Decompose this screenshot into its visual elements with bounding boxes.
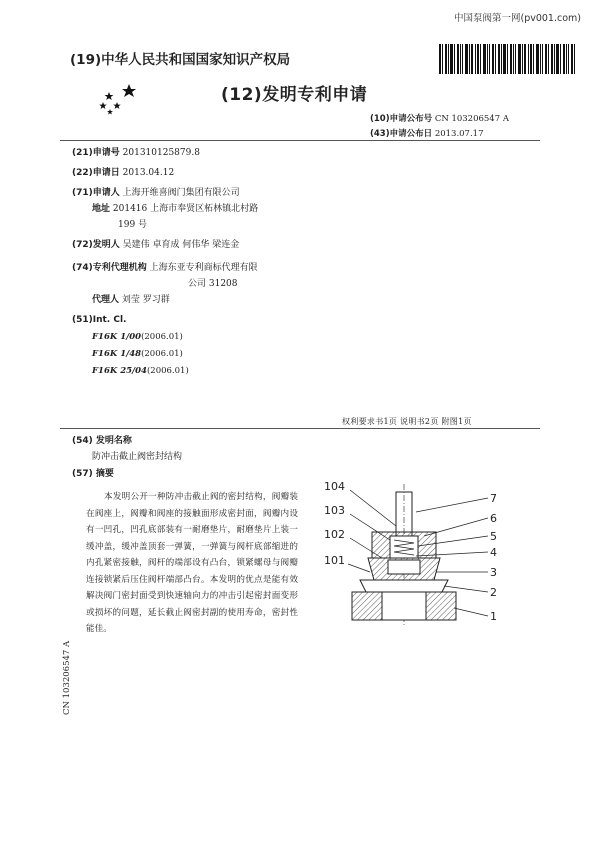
application-date-row (72, 168, 174, 179)
figure-label-3: 3 (490, 566, 497, 579)
agency-label: (74)专利代理机构 (72, 263, 147, 273)
figure-label-2: 2 (490, 586, 497, 599)
publication-type: (12)发明专利申请 (221, 85, 368, 105)
int-cl-label: (51)Int. Cl. (72, 315, 127, 325)
ipc-code: F16K 25/04 (92, 366, 147, 376)
header-divider (60, 140, 540, 141)
agency-row (72, 263, 258, 274)
cnipa-emblem-icon (95, 82, 155, 116)
figure-label-5: 5 (490, 530, 497, 543)
figure-label-1: 1 (490, 610, 497, 623)
barcode (439, 44, 575, 74)
abstract-label: (57) 摘要 (72, 469, 114, 479)
figure-label-6: 6 (490, 512, 497, 525)
agents-label: 代理人 (92, 295, 120, 305)
site-watermark: 中国泵阀第一网(pv001.com) (453, 13, 581, 24)
application-number-label: (21)申请号 (72, 148, 120, 158)
address-row (92, 204, 258, 215)
issuing-authority: (19)中华人民共和国国家知识产权局 (70, 52, 291, 68)
agency-line-2: 公司 31208 (188, 279, 238, 289)
publication-date: 2013.07.17 (434, 129, 484, 139)
agency-line-1: 上海东亚专利商标代理有限 (149, 263, 258, 273)
inventors-label: (72)发明人 (72, 240, 120, 250)
publication-number-label: (10)申请公布号 (370, 114, 433, 124)
figure-label-7: 7 (490, 492, 497, 505)
ipc-entry (92, 332, 183, 342)
ipc-entry (92, 349, 183, 359)
ipc-entry (92, 366, 189, 376)
inventors: 吴建伟 卓育成 何伟华 梁连金 (122, 240, 240, 250)
applicant-row (72, 188, 240, 199)
title-label: (54) 发明名称 (72, 436, 132, 446)
figure-label-104: 104 (324, 480, 345, 493)
figure-label-103: 103 (324, 504, 345, 517)
applicant: 上海开维喜阀门集团有限公司 (122, 188, 240, 198)
application-date-label: (22)申请日 (72, 168, 120, 178)
section-divider (60, 428, 540, 429)
figure-label-101: 101 (324, 554, 345, 567)
ipc-code: F16K 1/00 (92, 332, 142, 342)
ipc-date: (2006.01) (146, 366, 189, 376)
page-count-info: 权利要求书1页 说明书2页 附图1页 (342, 417, 472, 426)
address-line-2: 199 号 (118, 220, 148, 230)
application-date: 2013.04.12 (122, 168, 175, 178)
ipc-date: (2006.01) (141, 332, 183, 342)
address-label: 地址 (92, 204, 111, 214)
publication-number: CN 103206547 A (434, 114, 509, 124)
application-number-row (72, 148, 200, 159)
figure-label-102: 102 (324, 528, 345, 541)
inventors-row (72, 240, 239, 251)
ipc-date: (2006.01) (141, 349, 183, 359)
side-publication-number: CN 103206547 A (62, 640, 72, 715)
address-line-1: 201416 上海市奉贤区柘林镇北村路 (112, 204, 259, 214)
publication-number-row (370, 112, 509, 124)
abstract-text: 本发明公开一种防冲击截止阀的密封结构，阀瓣装在阀座上，阀瓣和阀座的接触面形成密封面，阀瓣内设有一凹孔，凹孔底部装有一耐磨垫片，耐磨垫片上装一缓冲盖，缓冲盖顶套一弹簧，一弹簧与阀杆底部缩进的内孔紧密接触，阀杆的端部设有凸台，锁紧螺母与阀瓣连接锁紧后压住阀杆端部凸台。本发明的优点是能有效解决阀门密封面受到快速轴向力的冲击引起密封面变形或损坏的问题，延长截止阀密封副的使用寿命，密封性能佳。 (86, 492, 298, 634)
figure-label-4: 4 (490, 546, 497, 559)
publication-date-row (370, 127, 483, 139)
agents-row (92, 295, 170, 306)
agents: 刘莹 罗习群 (121, 295, 170, 305)
publication-date-label: (43)申请公布日 (370, 129, 433, 139)
application-number: 201310125879.8 (122, 148, 200, 158)
invention-title: 防冲击截止阀密封结构 (92, 452, 183, 462)
valve-drawing (320, 476, 520, 631)
ipc-code: F16K 1/48 (92, 349, 142, 359)
applicant-label: (71)申请人 (72, 188, 120, 198)
